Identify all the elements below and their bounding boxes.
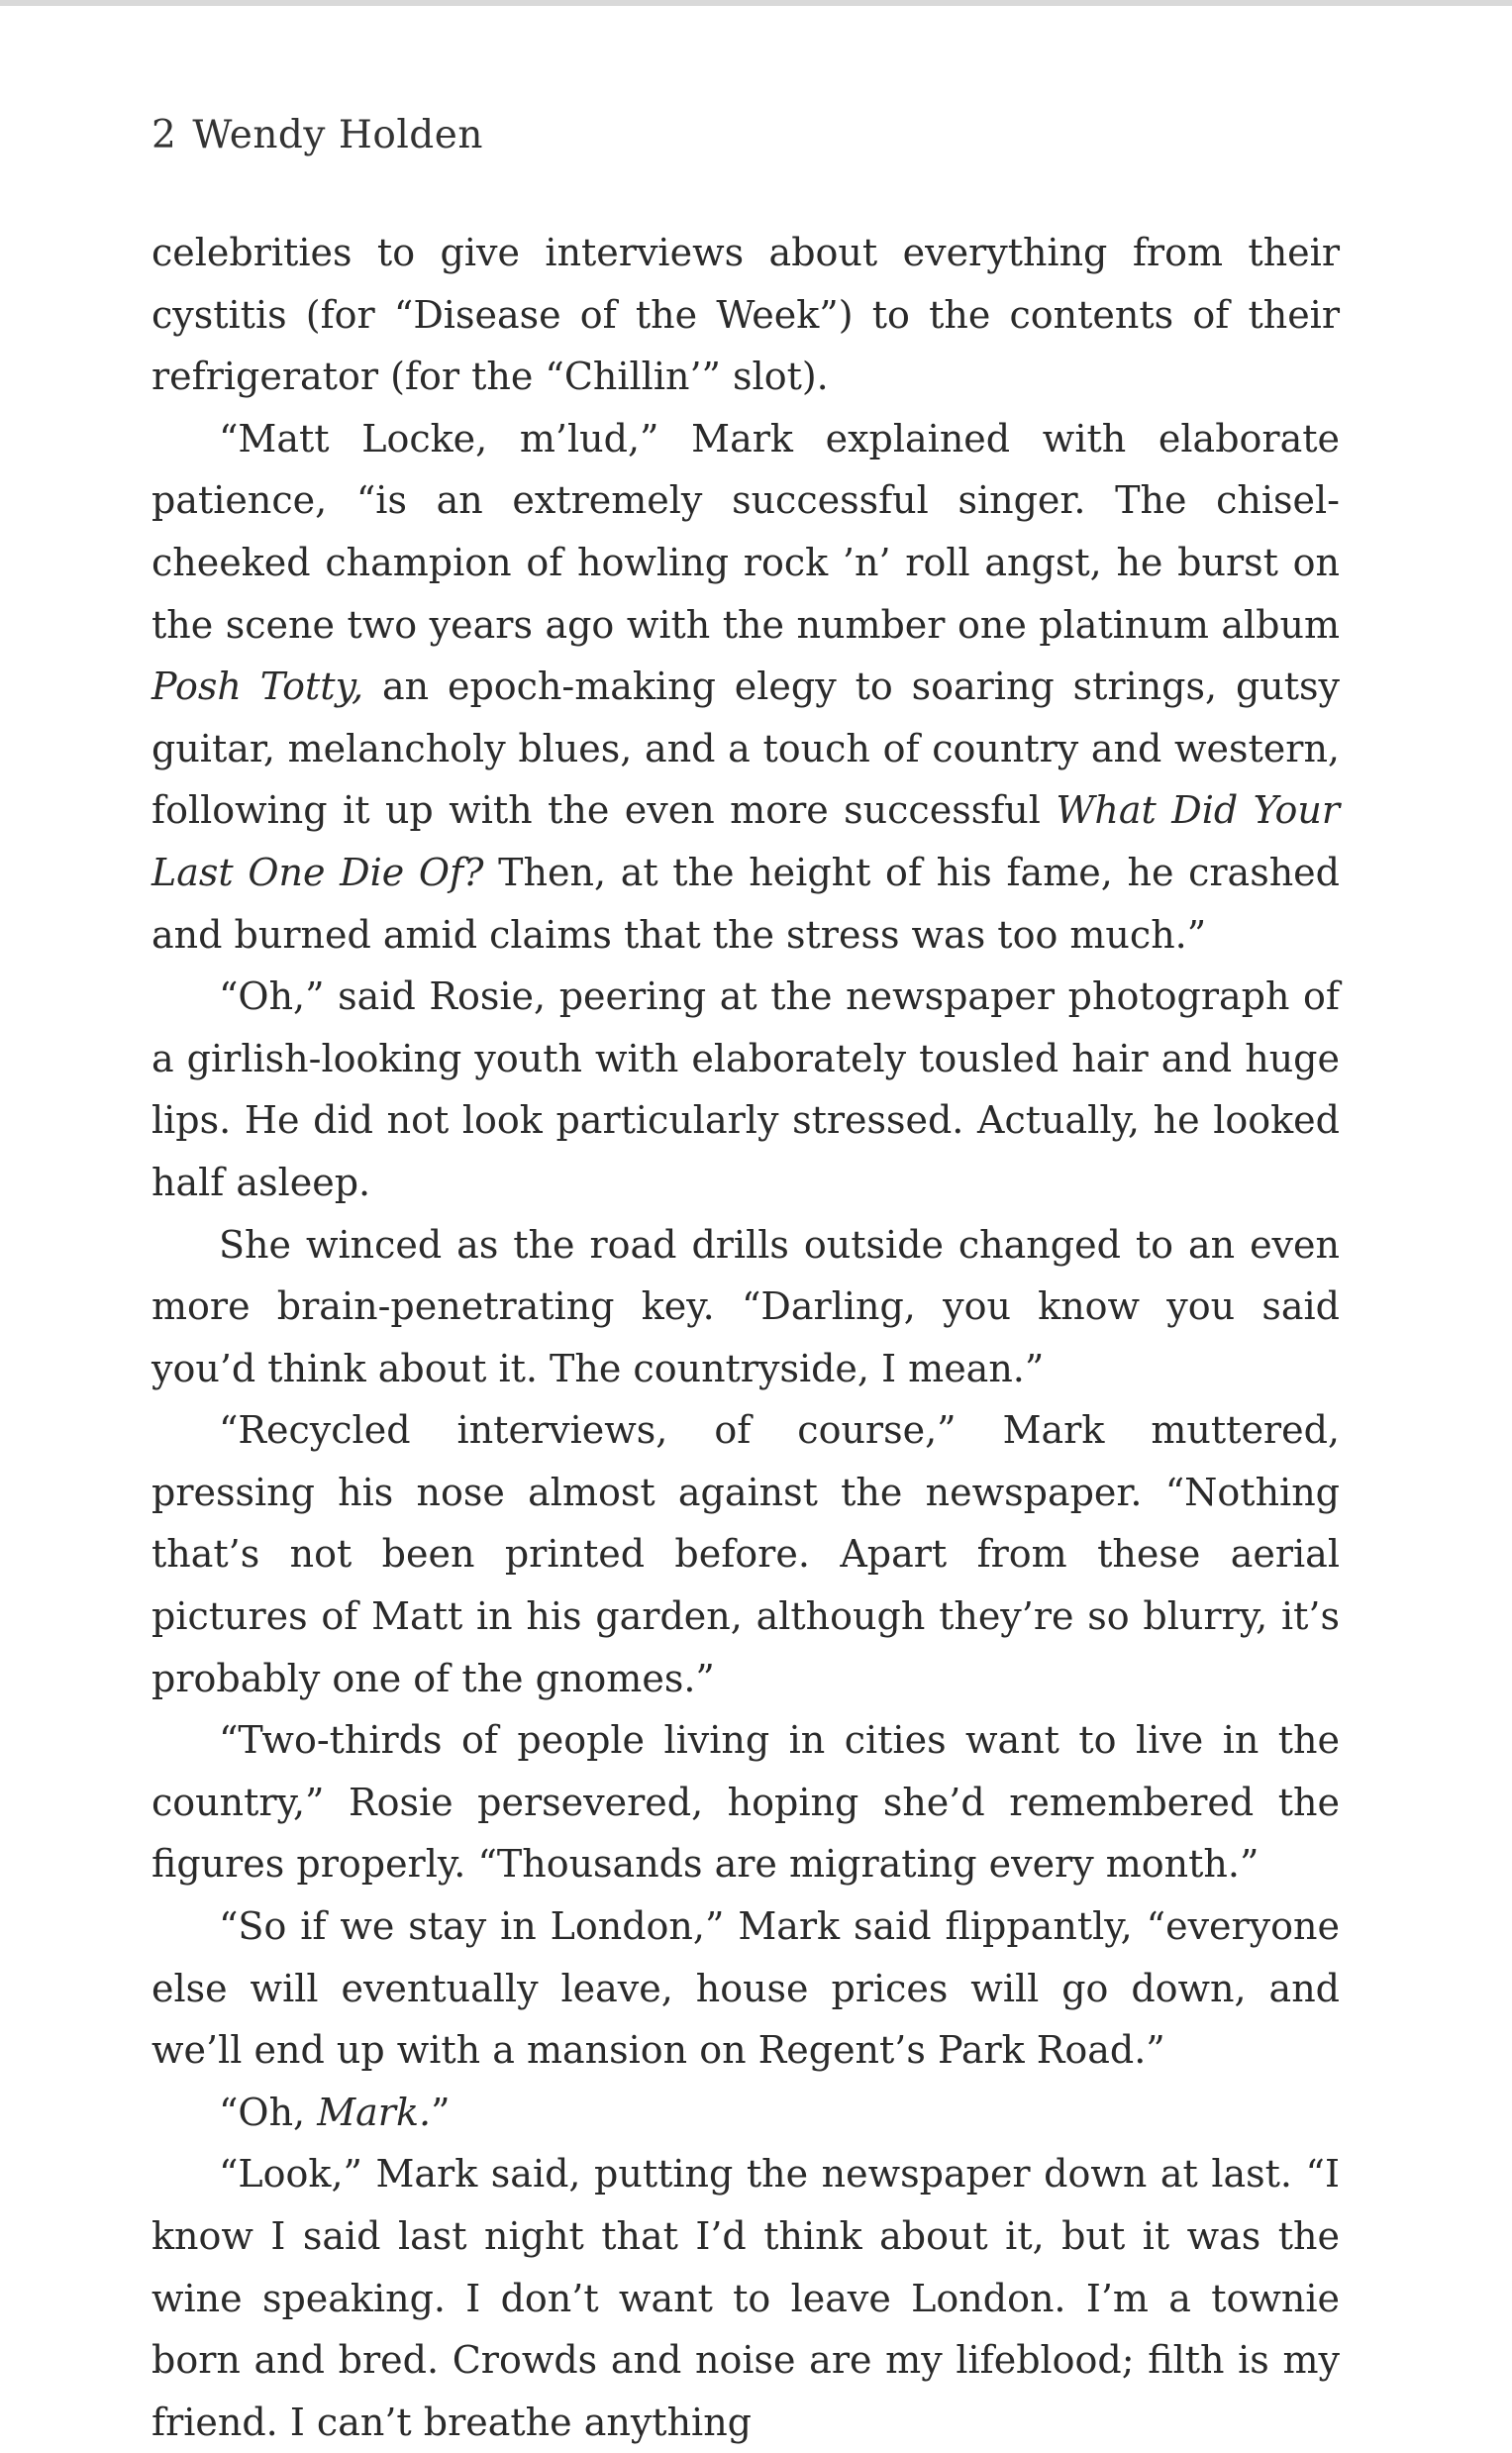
text-segment: She winced as the road drills outside changed to an even more brain-penetrating key. “Darling, you know you said you’d think about it. The countryside, I mean.”: [151, 1222, 1340, 1390]
paragraph: [151, 2082, 1340, 2144]
text-segment: “Look,” Mark said, putting the newspaper down at last. “I know I said last night that I’d think about it, but it was the wine speaking. I don’t want to leave London. I’m a townie born and bred. Crowds and noise are my lifeblood; filth is my friend. I can’t breathe anything: [151, 2152, 1340, 2444]
text-segment: “Oh,: [219, 2090, 318, 2134]
text-segment: “Matt Locke, m’lud,” Mark explained with elaborate patience, “is an extremely successful singer. The chisel-cheeked champion of howling rock ’n’ roll angst, he burst on the scene two years ago with the number one platinum album: [151, 416, 1340, 647]
text-segment: ”: [431, 2090, 451, 2134]
text-segment: “Recycled interviews, of course,” Mark muttered, pressing his nose almost against the newspaper. “Nothing that’s not been printed before. Apart from these aerial pictures of Matt in his garden, although they’re so blurry, it’s probably one of the gnomes.”: [151, 1408, 1340, 1700]
body-text: [151, 222, 1340, 2453]
page-number: 2: [151, 113, 177, 157]
italic-text: What Did Your Last One Die Of?: [151, 788, 1340, 894]
paragraph: [151, 408, 1340, 966]
paragraph: [151, 966, 1340, 1213]
text-segment: “So if we stay in London,” Mark said flippantly, “everyone else will eventually leave, house prices will go down, and we’ll end up with a mansion on Regent’s Park Road.”: [151, 1904, 1340, 2073]
text-segment: celebrities to give interviews about everything from their cystitis (for “Disease of the Week”) to the contents of their refrigerator (for the “Chillin’” slot).: [151, 231, 1340, 399]
paragraph: [151, 1709, 1340, 1895]
paragraph: [151, 1399, 1340, 1709]
text-segment: Then, at the height of his fame, he crashed and burned amid claims that the stress was too much.”: [151, 850, 1340, 957]
text-segment: “Two-thirds of people living in cities want to live in the country,” Rosie persevered, hoping she’d remembered the figures properly. “Thousands are migrating every month.”: [151, 1718, 1340, 1887]
italic-text: Mark.: [317, 2090, 432, 2134]
paragraph: [151, 222, 1340, 408]
text-segment: an epoch-making elegy to soaring strings, gutsy guitar, melancholy blues, and a touch of country and western, following it up with the even more successful: [151, 664, 1340, 833]
text-segment: “Oh,” said Rosie, peering at the newspaper photograph of a girlish-looking youth with elaborately tousled hair and huge lips. He did not look particularly stressed. Actually, he looked half asleep.: [151, 974, 1340, 1204]
paragraph: [151, 1214, 1340, 1400]
paragraph: [151, 1895, 1340, 2082]
running-head: [151, 113, 483, 157]
page-top-edge: [0, 0, 1512, 6]
paragraph: [151, 2143, 1340, 2453]
italic-text: Posh Totty,: [151, 664, 364, 709]
author-name: Wendy Holden: [192, 113, 483, 157]
